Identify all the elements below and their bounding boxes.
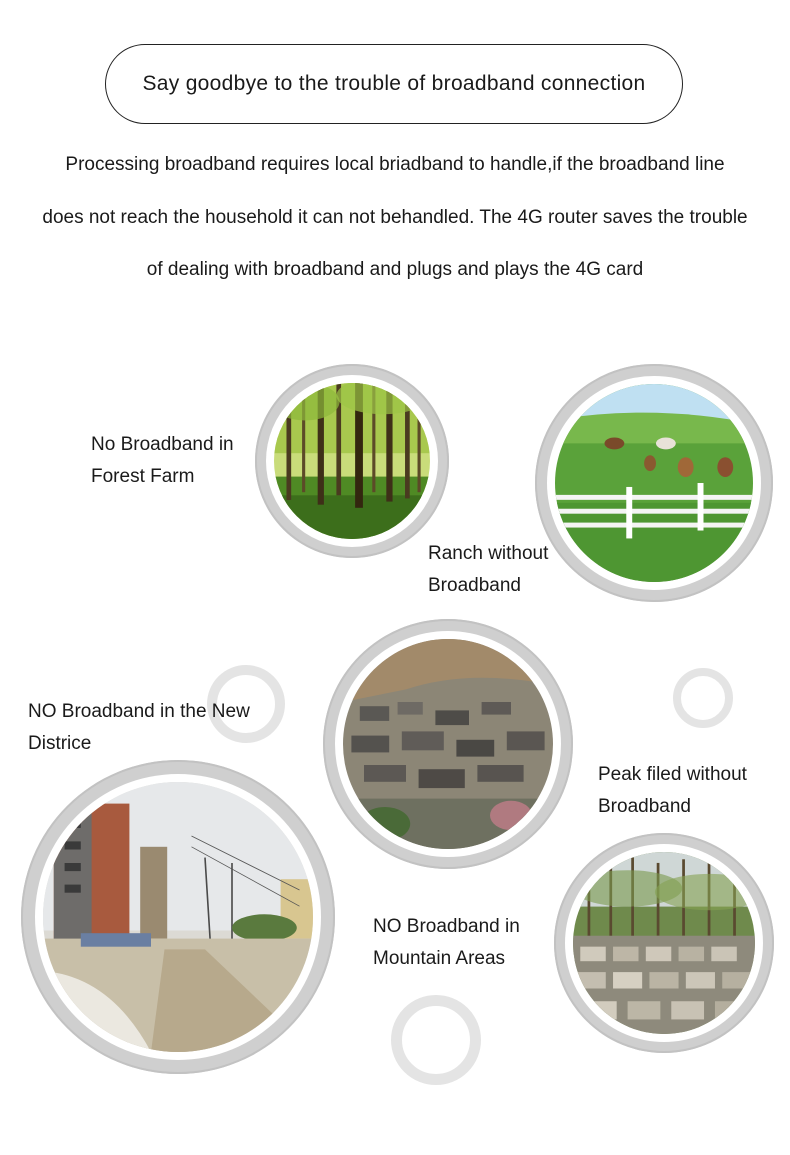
mountain-label-line-2: Mountain Areas — [373, 948, 506, 969]
village-label — [28, 696, 250, 760]
ranch-photo — [555, 384, 753, 582]
village-photo-frame — [323, 619, 573, 869]
forest-label-line-2: Forest Farm — [91, 466, 195, 487]
headline-text: Say goodbye to the trouble of broadband connection — [142, 72, 646, 95]
headline-pill — [105, 44, 683, 124]
peak-label — [598, 759, 747, 823]
peak-label-line-1: Peak filed without — [598, 764, 747, 785]
mountain-label — [373, 911, 520, 975]
ranch-label-line-1: Ranch without — [428, 543, 549, 564]
peak-label-line-2: Broadband — [598, 796, 691, 817]
ranch-photo-frame — [535, 364, 773, 602]
intro-line-3: of dealing with broadband and plugs and plays the 4G card — [146, 259, 644, 280]
intro-line-1: Processing broadband requires local briadband to handle,if the broadband line — [65, 154, 725, 175]
street-photo-frame — [21, 760, 335, 1074]
beehives-photo — [573, 852, 755, 1034]
village-label-line-2: Districe — [28, 733, 92, 754]
beehives-photo-frame — [554, 833, 774, 1053]
construction-street-photo — [43, 782, 313, 1052]
forest-photo — [274, 383, 430, 539]
mountain-label-line-1: NO Broadband in — [373, 916, 520, 937]
forest-label — [91, 429, 234, 493]
forest-photo-frame — [255, 364, 449, 558]
decorative-ring — [391, 995, 481, 1085]
decorative-ring — [673, 668, 733, 728]
intro-line-2: does not reach the household it can not behandled. The 4G router saves the trouble — [42, 207, 748, 228]
village-label-line-1: NO Broadband in the New — [28, 701, 250, 722]
ranch-label-line-2: Broadband — [428, 575, 521, 596]
ranch-label — [428, 538, 548, 602]
village-photo — [343, 639, 553, 849]
forest-label-line-1: No Broadband in — [91, 434, 234, 455]
